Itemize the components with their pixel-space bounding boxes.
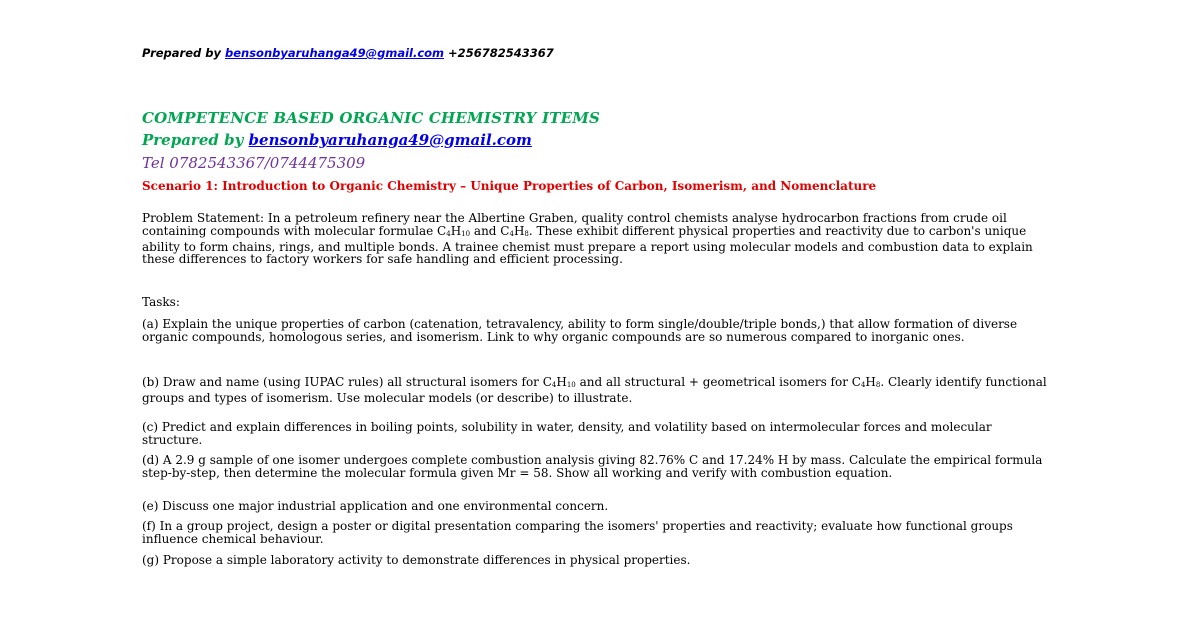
prepared-by-prefix: Prepared by bbox=[142, 131, 249, 149]
header-phone: +256782543367 bbox=[444, 46, 554, 60]
task-d: (d) A 2.9 g sample of one isomer undergoes complete combustion analysis giving 82.76% C and 17.24% H by mass. Calculate the empirical formula step-by-step, then determine the molecular formula given Mr = 58. Show all working and verify with combustion equation. bbox=[142, 453, 1043, 480]
document-title: COMPETENCE BASED ORGANIC CHEMISTRY ITEMS bbox=[142, 109, 601, 127]
page-header bbox=[142, 46, 554, 60]
task-e: (e) Discuss one major industrial application and one environmental concern. bbox=[142, 499, 609, 513]
header-prefix: Prepared by bbox=[142, 46, 225, 60]
problem-statement: Problem Statement: In a petroleum refinery near the Albertine Graben, quality control chemists analyse hydrocarbon fractions from crude oil containing compounds with molecular formulae $C_4H_{10}$ and $C_4H_8$. These exhibit different physical properties and reactivity due to carbon's unique ability to form chains, rings, and multiple bonds. A trainee chemist must prepare a report using molecular models and combustion data to explain these differences to factory workers for safe handling and efficient processing. bbox=[142, 211, 1033, 267]
task-f: (f) In a group project, design a poster or digital presentation comparing the isomers' properties and reactivity; evaluate how functional groups influence chemical behaviour. bbox=[142, 519, 1013, 546]
task-c: (c) Predict and explain differences in boiling points, solubility in water, density, and volatility based on intermolecular forces and molecular structure. bbox=[142, 420, 992, 447]
task-b: (b) Draw and name (using IUPAC rules) all structural isomers for $C_4H_{10}$ and all structural + geometrical isomers for $C_4H_8$. Clearly identify functional groups and types of isomerism. Use molecular models (or describe) to illustrate. bbox=[142, 375, 1047, 405]
header-email-link[interactable]: bensonbyaruhanga49@gmail.com bbox=[224, 46, 445, 60]
telephone-line: Tel 0782543367/0744475309 bbox=[142, 154, 366, 172]
prepared-by-line bbox=[142, 131, 532, 149]
prepared-by-email-link[interactable]: bensonbyaruhanga49@gmail.com bbox=[248, 131, 532, 149]
scenario-heading: Scenario 1: Introduction to Organic Chemistry – Unique Properties of Carbon, Isomerism, and Nomenclature bbox=[142, 179, 877, 193]
task-a: (a) Explain the unique properties of carbon (catenation, tetravalency, ability to form single/double/triple bonds,) that allow formation of diverse organic compounds, homologous series, and isomerism. Link to why organic compounds are so numerous compared to inorganic ones. bbox=[142, 317, 1018, 344]
tasks-label: Tasks: bbox=[142, 295, 180, 309]
task-g: (g) Propose a simple laboratory activity to demonstrate differences in physical properties. bbox=[142, 553, 691, 567]
